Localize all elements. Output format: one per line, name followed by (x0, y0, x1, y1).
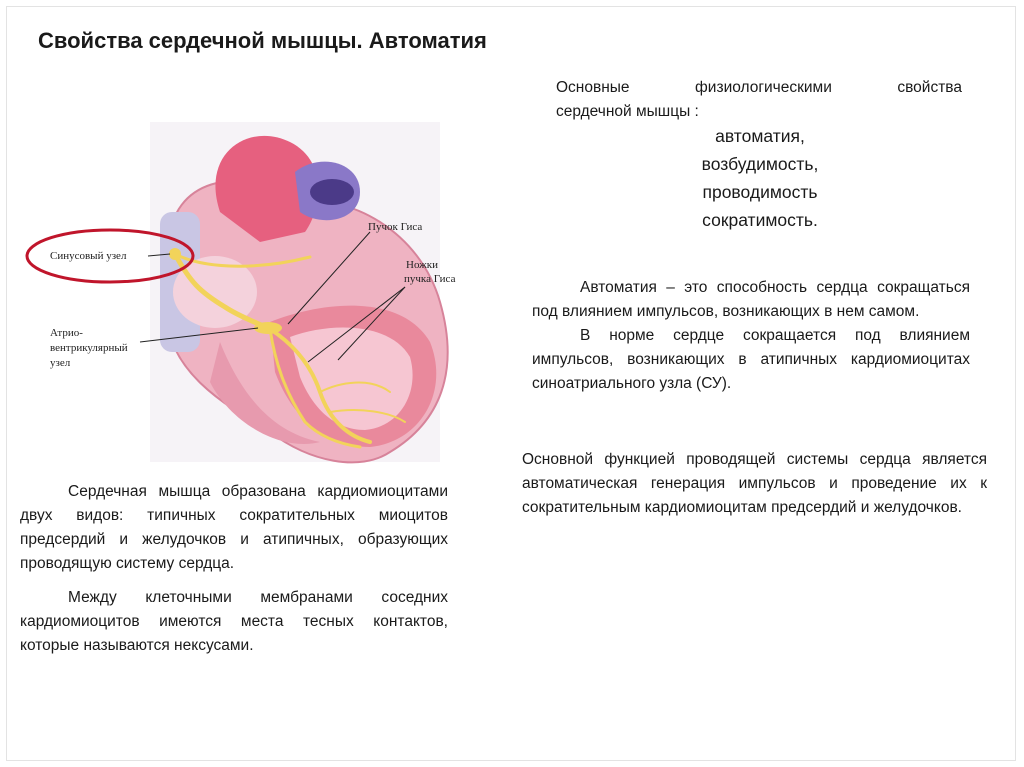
conduction-paragraph: Основной функцией проводящей системы сердца является автоматическая генерация импульсов и проведение их к сократительным кардиомиоцитам предсердий и желудочков. (522, 451, 987, 516)
muscle-paragraph-2: Между клеточными мембранами соседних кардиомиоцитов имеются места тесных контактов, которые называются нексусами. (20, 589, 448, 654)
muscle-paragraph-1: Сердечная мышца образована кардиомиоцитами двух видов: типичных сократительных миоцитов предсердий и желудочков и атипичных, образующих проводящую систему сердца. (20, 483, 448, 572)
av-node-mark (254, 322, 282, 334)
properties-intro (556, 76, 962, 124)
heart-conduction-diagram (20, 92, 500, 472)
label-av-node-2: вентрикулярный (50, 342, 128, 354)
property-item: проводимость (702, 182, 818, 202)
intro-word-3: свойства (897, 79, 962, 96)
label-his-legs-1: Ножки (406, 259, 439, 271)
conduction-function (522, 448, 987, 520)
cardiac-muscle-text (20, 480, 448, 658)
label-av-node-1: Атрио- (50, 327, 83, 339)
property-item: сократимость. (702, 210, 818, 230)
automatism-paragraph-1: Автоматия – это способность сердца сокращаться под влиянием импульсов, возникающих в нем самом. (532, 279, 970, 320)
automatism-paragraph-2: В норме сердце сокращается под влиянием импульсов, возникающих в атипичных кардиомиоцитах синоатриального узла (СУ). (532, 327, 970, 392)
pulmonary-opening (310, 179, 354, 205)
slide-title-main: Свойства сердечной мышцы. (38, 28, 363, 53)
label-his-legs-2: пучка Гиса (404, 273, 456, 285)
property-item: автоматия, (715, 126, 805, 146)
slide-title (38, 28, 487, 54)
sinus-node-mark (169, 248, 181, 260)
label-av-node-3: узел (50, 357, 71, 369)
automatism-definition (532, 276, 970, 396)
properties-list (600, 122, 920, 234)
property-item: возбудимость, (701, 154, 819, 174)
intro-line-2: сердечной мышцы : (556, 103, 699, 120)
slide-title-sub: Автоматия (368, 28, 487, 53)
intro-word-1: Основные (556, 79, 630, 96)
intro-word-2: физиологическими (695, 79, 832, 96)
label-sinus-node: Синусовый узел (50, 250, 127, 262)
label-his-bundle: Пучок Гиса (368, 221, 423, 233)
